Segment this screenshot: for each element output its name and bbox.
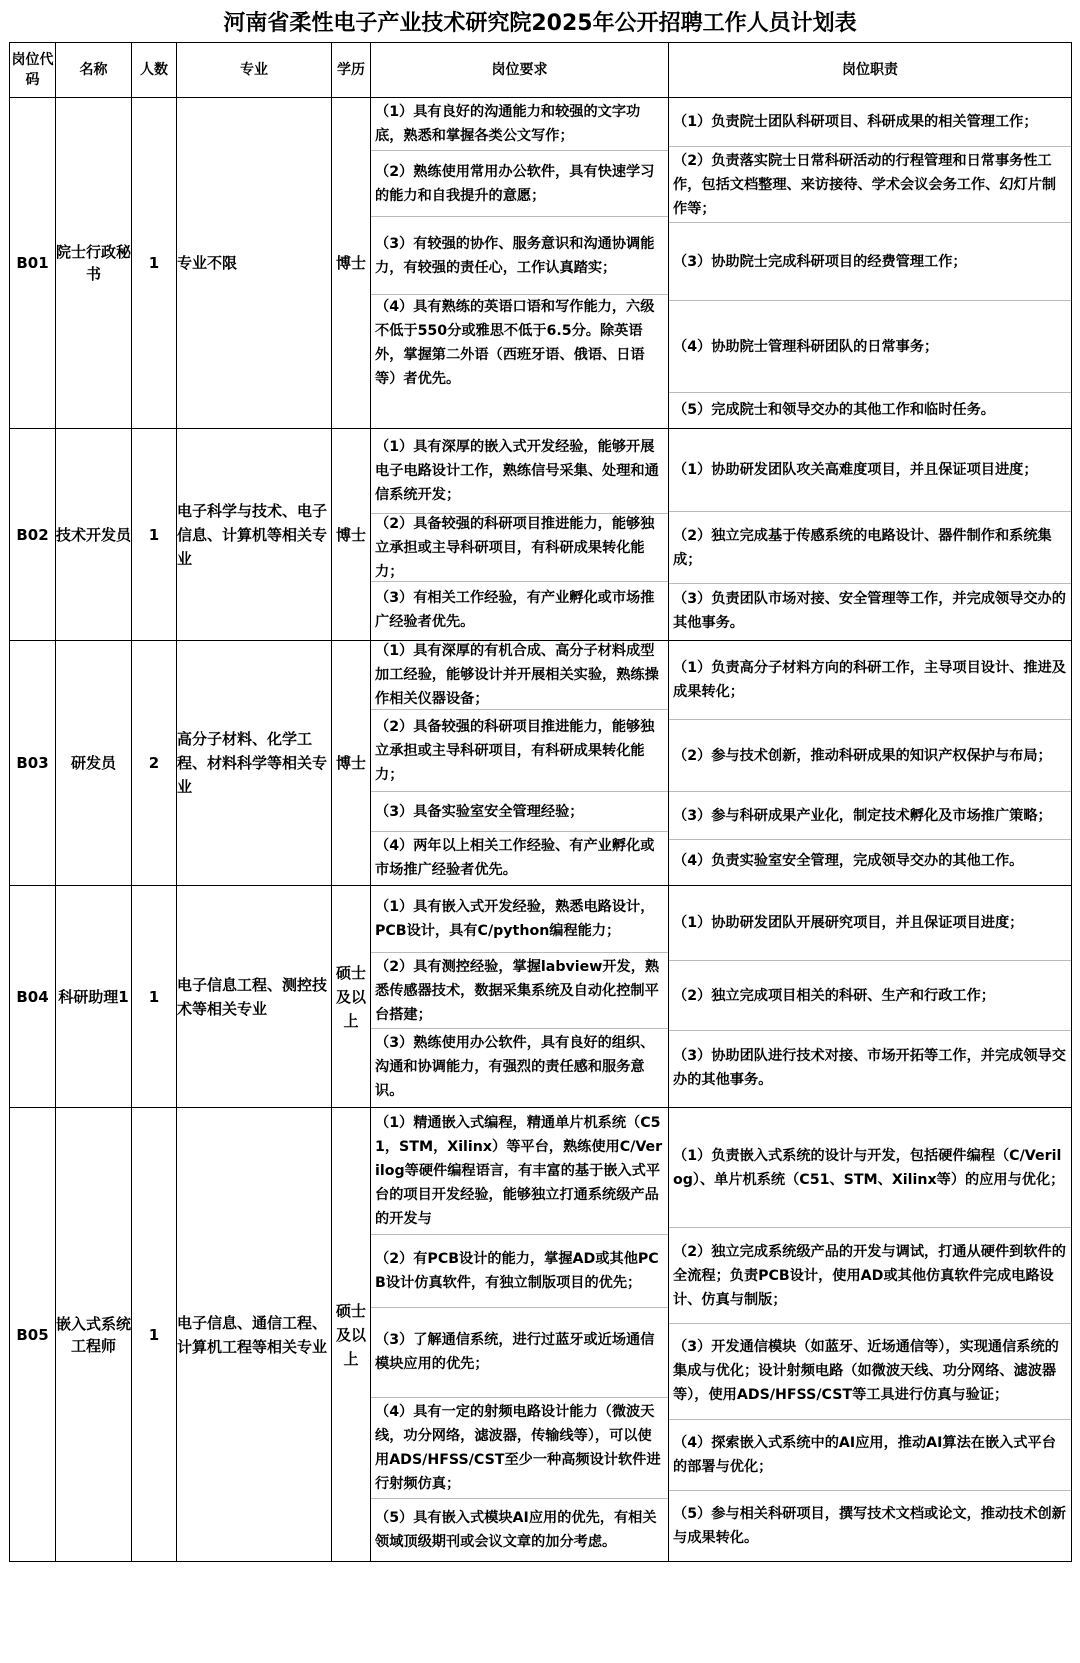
requirement-item bbox=[371, 952, 668, 1028]
requirement-item bbox=[371, 1307, 668, 1397]
major-requirement: 电子信息工程、测控技术等相关专业 bbox=[177, 886, 332, 1108]
duty-item-text: （4）探索嵌入式系统中的AI应用，推动AI算法在嵌入式平台的部署与优化； bbox=[673, 1434, 1056, 1475]
requirements-cell bbox=[371, 98, 669, 429]
requirement-item-text: （4）两年以上相关工作经验、有产业孵化或市场推广经验者优先。 bbox=[375, 837, 655, 878]
requirement-item-text: （2）熟练使用常用办公软件，具有快速学习的能力和自我提升的意愿； bbox=[375, 163, 655, 204]
requirements-cell bbox=[371, 641, 669, 886]
position-name: 嵌入式系统工程师 bbox=[56, 1108, 132, 1562]
major-requirement: 电子信息、通信工程、计算机工程等相关专业 bbox=[177, 1108, 332, 1562]
requirement-item bbox=[371, 709, 668, 791]
major-requirement: 高分子材料、化学工程、材料科学等相关专业 bbox=[177, 641, 332, 886]
recruitment-plan-document bbox=[9, 6, 1071, 1656]
requirement-item bbox=[371, 1108, 668, 1234]
position-name: 院士行政秘书 bbox=[56, 98, 132, 429]
table-row bbox=[10, 886, 1072, 1108]
requirements-cell bbox=[371, 1108, 669, 1562]
duty-item bbox=[669, 146, 1071, 222]
document-title: 河南省柔性电子产业技术研究院2025年公开招聘工作人员计划表 bbox=[223, 11, 857, 36]
duty-item-text: （2）独立完成基于传感系统的电路设计、器件制作和系统集成； bbox=[673, 527, 1052, 568]
requirement-item-text: （5）具有嵌入式模块AI应用的优先，有相关领域顶级期刊或会议文章的加分考虑。 bbox=[375, 1509, 657, 1550]
requirement-item bbox=[371, 1397, 668, 1498]
duties-cell bbox=[669, 641, 1072, 886]
duty-item bbox=[669, 1227, 1071, 1323]
requirement-item-text: （1）具有深厚的有机合成、高分子材料成型加工经验，能够设计并开展相关实验，熟练操作相关仪器设备； bbox=[375, 643, 659, 707]
requirement-item-text: （3）有相关工作经验，有产业孵化或市场推广经验者优先。 bbox=[375, 590, 655, 630]
table-header-row bbox=[10, 43, 1072, 98]
duty-item bbox=[669, 392, 1071, 426]
duty-item-text: （2）参与技术创新，推动科研成果的知识产权保护与布局； bbox=[673, 747, 1052, 764]
table-row bbox=[10, 641, 1072, 886]
duty-item-text: （1）负责嵌入式系统的设计与开发，包括硬件编程（C/Verilog）、单片机系统（C51、STM、Xilinx等）的应用与优化； bbox=[673, 1147, 1065, 1188]
duty-item-text: （3）参与科研成果产业化，制定技术孵化及市场推广策略； bbox=[673, 807, 1052, 824]
headcount: 1 bbox=[132, 98, 177, 429]
requirement-item-text: （4）具有一定的射频电路设计能力（微波天线，功分网络，滤波器，传输线等），可以使用ADS/HFSS/CST至少一种高频设计软件进行射频仿真； bbox=[375, 1403, 661, 1492]
position-name: 研发员 bbox=[56, 641, 132, 886]
requirement-item bbox=[371, 1498, 668, 1561]
header-edu: 学历 bbox=[332, 43, 371, 98]
duty-item bbox=[669, 791, 1071, 839]
duty-item bbox=[669, 1490, 1071, 1561]
requirement-item-text: （2）有PCB设计的能力，掌握AD或其他PCB设计仿真软件，有独立制版项目的优先； bbox=[375, 1251, 659, 1292]
duty-item-text: （1）协助研发团队攻关高难度项目，并且保证项目进度； bbox=[673, 462, 1038, 478]
headcount: 1 bbox=[132, 1108, 177, 1562]
position-code: B01 bbox=[10, 98, 56, 429]
duty-item-text: （2）独立完成系统级产品的开发与调试，打通从硬件到软件的全流程；负责PCB设计，使用AD或其他仿真软件完成电路设计、仿真与制版； bbox=[673, 1243, 1066, 1308]
table-row bbox=[10, 429, 1072, 641]
position-code: B05 bbox=[10, 1108, 56, 1562]
headcount: 1 bbox=[132, 429, 177, 641]
header-name: 名称 bbox=[56, 43, 132, 98]
education-requirement: 博士 bbox=[332, 98, 371, 429]
requirement-item bbox=[371, 150, 668, 216]
requirements-cell bbox=[371, 429, 669, 641]
education-requirement: 硕士及以上 bbox=[332, 886, 371, 1108]
duty-item-text: （1）负责院士团队科研项目、科研成果的相关管理工作； bbox=[673, 114, 1038, 130]
requirement-item bbox=[371, 216, 668, 294]
duty-item bbox=[669, 1419, 1071, 1491]
requirement-item-text: （3）熟练使用办公软件，具有良好的组织、沟通和协调能力，有强烈的责任感和服务意识。 bbox=[375, 1035, 655, 1099]
requirement-item-text: （2）具有测控经验，掌握labview开发，熟悉传感器技术，数据采集系统及自动化控制平台搭建； bbox=[375, 958, 660, 1023]
requirement-item bbox=[371, 294, 668, 390]
duties-cell bbox=[669, 429, 1072, 641]
requirement-item-text: （4）具有熟练的英语口语和写作能力，六级不低于550分或雅思不低于6.5分。除英语外，掌握第二外语（西班牙语、俄语、日语等）者优先。 bbox=[375, 298, 655, 387]
duty-item bbox=[669, 960, 1071, 1030]
header-num: 人数 bbox=[132, 43, 177, 98]
duty-item-text: （3）协助团队进行技术对接、市场开拓等工作，并完成领导交办的其他事务。 bbox=[673, 1048, 1066, 1088]
duties-cell bbox=[669, 886, 1072, 1108]
requirement-item-text: （1）具有深厚的嵌入式开发经验，能够开展电子电路设计工作，熟练信号采集、处理和通信系统开发； bbox=[375, 439, 659, 503]
position-code: B02 bbox=[10, 429, 56, 641]
header-major: 专业 bbox=[177, 43, 332, 98]
requirement-item-text: （2）具备较强的科研项目推进能力，能够独立承担或主导科研项目，有科研成果转化能力； bbox=[375, 515, 655, 580]
requirement-item bbox=[371, 513, 668, 581]
headcount: 1 bbox=[132, 886, 177, 1108]
requirements-cell bbox=[371, 886, 669, 1108]
duty-item-text: （5）参与相关科研项目，撰写技术文档或论文，推动技术创新与成果转化。 bbox=[673, 1506, 1066, 1547]
duty-item-text: （5）完成院士和领导交办的其他工作和临时任务。 bbox=[673, 401, 995, 418]
requirement-item bbox=[371, 98, 668, 150]
duty-item bbox=[669, 511, 1071, 583]
duty-item-text: （1）协助研发团队开展研究项目，并且保证项目进度； bbox=[673, 915, 1024, 931]
duty-item-text: （3）协助院士完成科研项目的经费管理工作； bbox=[673, 253, 967, 270]
duty-item bbox=[669, 222, 1071, 300]
duty-item bbox=[669, 429, 1071, 511]
requirement-item bbox=[371, 641, 668, 709]
major-requirement: 电子科学与技术、电子信息、计算机等相关专业 bbox=[177, 429, 332, 641]
duty-item bbox=[669, 1108, 1071, 1227]
recruitment-plan-table bbox=[9, 42, 1072, 1562]
duty-item-text: （3）开发通信模块（如蓝牙、近场通信等），实现通信系统的集成与优化；设计射频电路（如微波天线、功分网络、滤波器等），使用ADS/HFSS/CST等工具进行仿真与验证； bbox=[673, 1339, 1059, 1404]
requirement-item-text: （2）具备较强的科研项目推进能力，能够独立承担或主导科研项目，有科研成果转化能力； bbox=[375, 718, 655, 783]
duty-item bbox=[669, 886, 1071, 960]
duties-cell bbox=[669, 1108, 1072, 1562]
position-name: 技术开发员 bbox=[56, 429, 132, 641]
header-requirements: 岗位要求 bbox=[371, 43, 669, 98]
duty-item bbox=[669, 300, 1071, 392]
duty-item bbox=[669, 1323, 1071, 1419]
requirement-item-text: （3）了解通信系统，进行过蓝牙或近场通信模块应用的优先； bbox=[375, 1332, 655, 1373]
position-name: 科研助理1 bbox=[56, 886, 132, 1108]
duty-item bbox=[669, 719, 1071, 791]
requirement-item bbox=[371, 831, 668, 883]
duty-item bbox=[669, 98, 1071, 146]
duty-item-text: （2）负责落实院士日常科研活动的行程管理和日常事务性工作，包括文档整理、来访接待、学术会议会务工作、幻灯片制作等； bbox=[673, 152, 1057, 217]
duty-item bbox=[669, 583, 1071, 638]
requirement-item bbox=[371, 886, 668, 952]
duty-item-text: （2）独立完成项目相关的科研、生产和行政工作； bbox=[673, 987, 995, 1004]
header-duties: 岗位职责 bbox=[669, 43, 1072, 98]
major-requirement: 专业不限 bbox=[177, 98, 332, 429]
requirement-item-text: （1）精通嵌入式编程，精通单片机系统（C51，STM，Xilinx）等平台，熟练使用C/Verilog等硬件编程语言，有丰富的基于嵌入式平台的项目开发经验，能够独立打通系统级产品的开发与 bbox=[375, 1114, 663, 1227]
requirement-item-text: （1）具有良好的沟通能力和较强的文字功底，熟悉和掌握各类公文写作； bbox=[375, 104, 641, 144]
duty-item bbox=[669, 839, 1071, 881]
headcount: 2 bbox=[132, 641, 177, 886]
table-row bbox=[10, 98, 1072, 429]
requirement-item bbox=[371, 581, 668, 638]
education-requirement: 博士 bbox=[332, 641, 371, 886]
requirement-item-text: （3）具备实验室安全管理经验； bbox=[375, 803, 584, 820]
position-code: B03 bbox=[10, 641, 56, 886]
duty-item bbox=[669, 1030, 1071, 1105]
header-code: 岗位代码 bbox=[10, 43, 56, 98]
table-row bbox=[10, 1108, 1072, 1562]
education-requirement: 博士 bbox=[332, 429, 371, 641]
education-requirement: 硕士及以上 bbox=[332, 1108, 371, 1562]
duties-cell bbox=[669, 98, 1072, 429]
requirement-item-text: （1）具有嵌入式开发经验，熟悉电路设计，PCB设计，具有C/python编程能力； bbox=[375, 899, 655, 939]
duty-item-text: （4）负责实验室安全管理，完成领导交办的其他工作。 bbox=[673, 852, 1024, 869]
requirement-item bbox=[371, 791, 668, 831]
duty-item bbox=[669, 641, 1071, 719]
requirement-item bbox=[371, 429, 668, 513]
requirement-item bbox=[371, 1028, 668, 1105]
requirement-item-text: （3）有较强的协作、服务意识和沟通协调能力，有较强的责任心，工作认真踏实； bbox=[375, 235, 655, 276]
duty-item-text: （1）负责高分子材料方向的科研工作，主导项目设计、推进及成果转化； bbox=[673, 660, 1066, 700]
requirement-item bbox=[371, 1234, 668, 1307]
position-code: B04 bbox=[10, 886, 56, 1108]
duty-item-text: （4）协助院士管理科研团队的日常事务； bbox=[673, 338, 939, 355]
duty-item-text: （3）负责团队市场对接、安全管理等工作，并完成领导交办的其他事务。 bbox=[673, 591, 1066, 631]
